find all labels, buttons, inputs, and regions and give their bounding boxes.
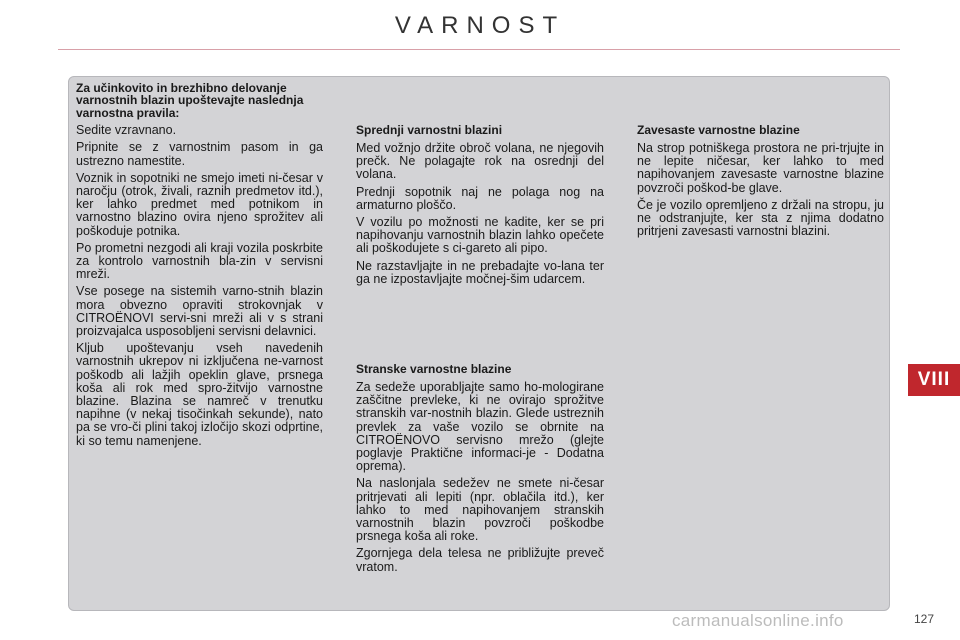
paragraph: Za sedeže uporabljajte samo ho-mologirane zaščitne prevleke, ki ne ovirajo sprožitve stranskih var-nostnih blazin. Glede ustreznih prevlek za vaše vozilo se obrnite na CITROËNOVO servisno mrežo (glejte poglavje Praktične informaci-je - Dodatna oprema). <box>356 380 604 474</box>
column-safety-rules <box>76 82 323 452</box>
paragraph: Voznik in sopotniki ne smejo imeti ni-česar v naročju (otrok, živali, raznih predmetov itd.), ker lahko predmet med potnikom in varnostno blazino ovira njeno sprožitev ali poškoduje potnika. <box>76 170 323 238</box>
page-title: VARNOST <box>394 12 566 39</box>
header-divider <box>58 49 900 50</box>
page-number: 127 <box>914 612 935 626</box>
column-front-airbags <box>356 124 604 290</box>
paragraph: Ne razstavljajte in ne prebadajte vo-lana ter ga ne izpostavljajte močnej-šim udarcem. <box>356 258 604 286</box>
paragraph: Sedite vzravnano. <box>76 123 177 138</box>
paragraph: Če je vozilo opremljeno z držali na stropu, ju ne odstranjujte, ker sta z njima dodatno pritrjeni zavesasti varnostni blazini. <box>637 197 884 239</box>
paragraph: Na strop potniškega prostora ne pri-trjujte in ne lepite ničesar, ker lahko to med napihovanjem zavesaste varnostne blazine povzroči poškod-be glave. <box>637 141 884 195</box>
column-curtain-airbags <box>637 124 884 242</box>
paragraph: Kljub upoštevanju vseh navedenih varnostnih ukrepov ni izključena ne-varnost poškodb ali lažjih opeklin glave, prsnega koša ali rok med spro-žitvijo varnostne blazine. Blazina se namreč v trenutku napihne (v nekaj tisočinkah sekunde), nato pa se vro-či plini takoj izločijo skozi odprtine, ki so temu namenjene. <box>76 341 323 448</box>
paragraph: V vozilu po možnosti ne kadite, ker se pri napihovanju varnostnih blazin lahko opečete ali poškodujete s ci-gareto ali pipo. <box>356 215 604 256</box>
paragraph: Vse posege na sistemih varno-stnih blazin mora obvezno opraviti strokovnjak v CITROËNOVI servi-sni mreži ali v s strani proizvajalca usposobljeni servisni delavnici. <box>76 284 323 339</box>
paragraph: Pripnite se z varnostnim pasom in ga ustrezno namestite. <box>76 140 323 168</box>
paragraph: Zgornjega dela telesa ne približujte preveč vratom. <box>356 546 604 574</box>
paragraph: Po prometni nezgodi ali kraji vozila poskrbite za kontrolo varnostnih bla-zin v servisni mreži. <box>76 240 323 282</box>
section-heading: Zavesaste varnostne blazine <box>637 123 800 137</box>
watermark-text: carmanualsonline.info <box>672 611 844 630</box>
section-heading: Sprednji varnostni blazini <box>356 123 503 137</box>
column-side-airbags <box>356 363 604 578</box>
paragraph: Prednji sopotnik naj ne polaga nog na armaturno ploščo. <box>356 184 604 212</box>
paragraph: Na naslonjala sedežev ne smete ni-česar pritrjevati ali lepiti (npr. oblačila itd.), ker lahko to med napihovanjem stranskih varnostnih blazin povzroči poškodbe prsnega koša ali roke. <box>356 476 604 544</box>
chapter-tab[interactable]: VIII <box>908 364 960 396</box>
intro-text: Za učinkovito in brezhibno delovanje varnostnih blazin upoštevajte naslednja varnostna pravila: <box>76 81 304 120</box>
paragraph: Med vožnjo držite obroč volana, ne njegovih prečk. Ne polagajte rok na osrednji del volana. <box>356 141 604 182</box>
section-heading: Stranske varnostne blazine <box>356 362 512 376</box>
